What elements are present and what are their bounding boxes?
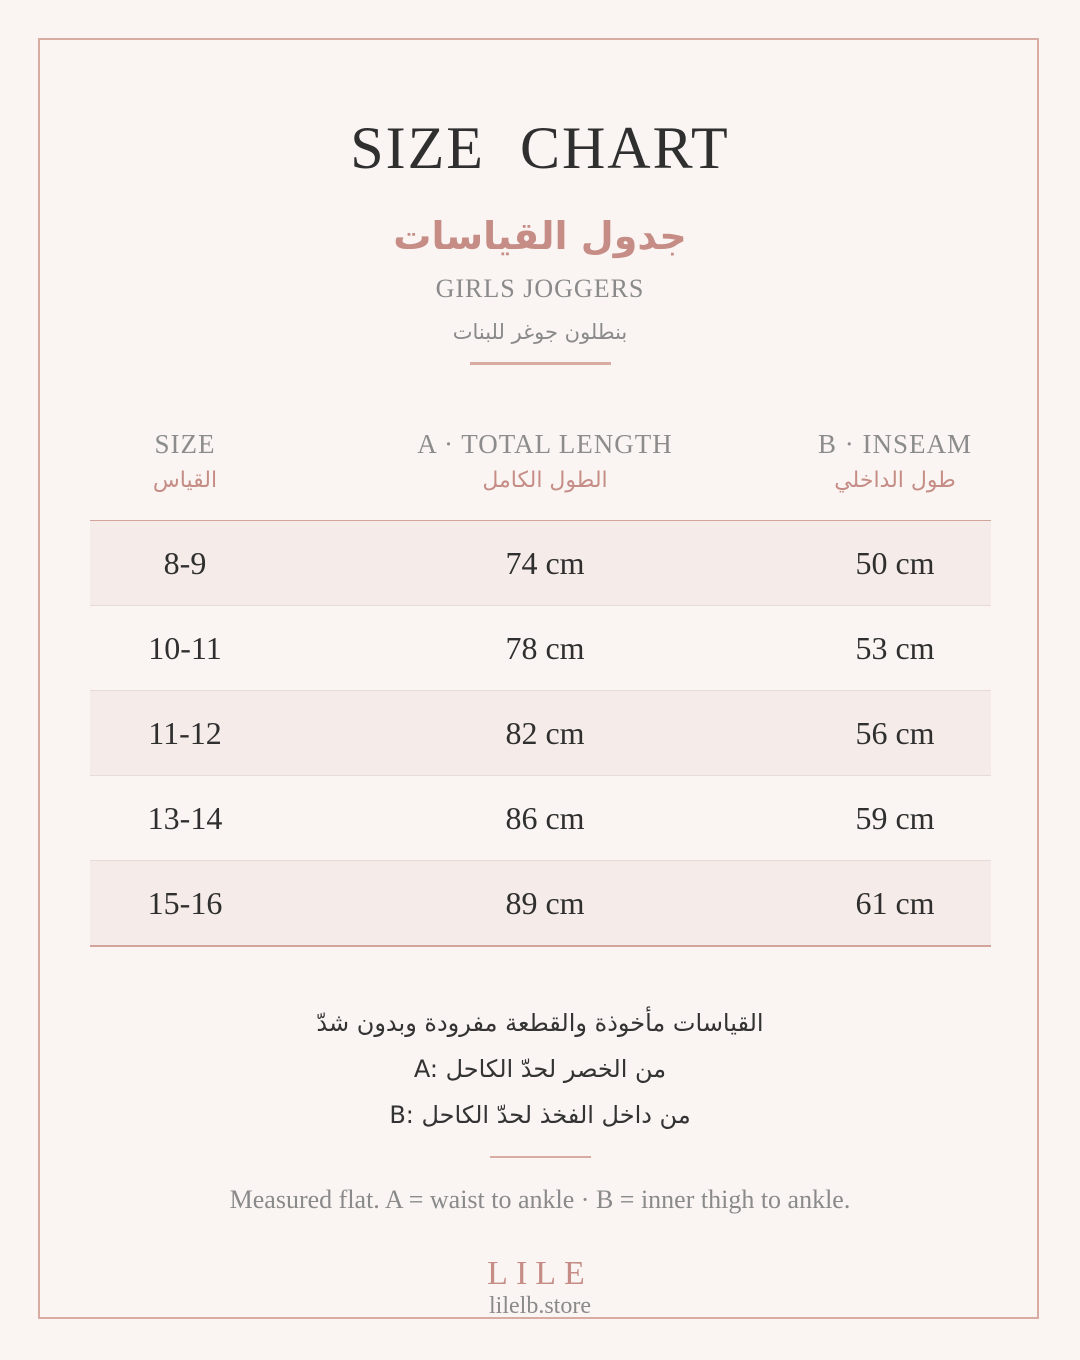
column-header-label-arabic: القياس (152, 468, 218, 493)
measurement-note-b-arabic: B: من داخل الفخذ لحدّ الكاحل (389, 1101, 691, 1129)
title-divider (470, 362, 611, 365)
notes-divider (490, 1156, 591, 1158)
size-table (90, 420, 991, 947)
page-title-arabic: جدول القياسات (393, 214, 687, 258)
size-cell: 13-14 (147, 800, 223, 836)
table-row (90, 606, 991, 691)
table-row (90, 691, 991, 776)
table-header (90, 420, 991, 521)
brand-logo: LILE (487, 1255, 593, 1292)
table-row (90, 776, 991, 861)
inseam-cell: 56 cm (855, 715, 935, 751)
inseam-cell: 59 cm (855, 800, 935, 836)
product-name: GIRLS JOGGERS (435, 274, 645, 303)
table-row (90, 861, 991, 947)
column-header-label: A · TOTAL LENGTH (417, 429, 673, 459)
total-length-cell: 78 cm (505, 630, 585, 666)
total-length-cell: 86 cm (505, 800, 585, 836)
total-length-cell: 82 cm (505, 715, 585, 751)
product-name-arabic: بنطلون جوغر للبنات (452, 320, 628, 344)
column-header-label-arabic: الطول الكامل (482, 468, 608, 493)
measurement-note-a-arabic: A: من الخصر لحدّ الكاحل (413, 1055, 667, 1083)
table-row (90, 521, 991, 606)
measurement-note-english: Measured flat. A = waist to ankle · B = inner thigh to ankle. (229, 1185, 851, 1214)
column-header-label-arabic: طول الداخلي (834, 468, 956, 493)
total-length-cell: 74 cm (505, 545, 585, 581)
measurement-note-arabic: القياسات مأخوذة والقطعة مفرودة وبدون شدّ (316, 1009, 764, 1037)
total-length-cell: 89 cm (505, 885, 585, 921)
column-header-label: B · INSEAM (817, 429, 972, 459)
column-header-label: SIZE (154, 429, 216, 459)
inseam-cell: 53 cm (855, 630, 935, 666)
page-title: SIZE CHART (350, 115, 730, 181)
inseam-cell: 50 cm (855, 545, 935, 581)
size-cell: 10-11 (148, 630, 222, 666)
inseam-cell: 61 cm (855, 885, 935, 921)
website-link[interactable]: lilelb.store (489, 1293, 591, 1319)
size-cell: 15-16 (147, 885, 223, 921)
size-cell: 8-9 (163, 545, 207, 581)
size-cell: 11-12 (148, 715, 222, 751)
column-header-inseam (795, 426, 995, 500)
column-header-total-length (345, 426, 745, 500)
column-header-size (90, 426, 280, 500)
